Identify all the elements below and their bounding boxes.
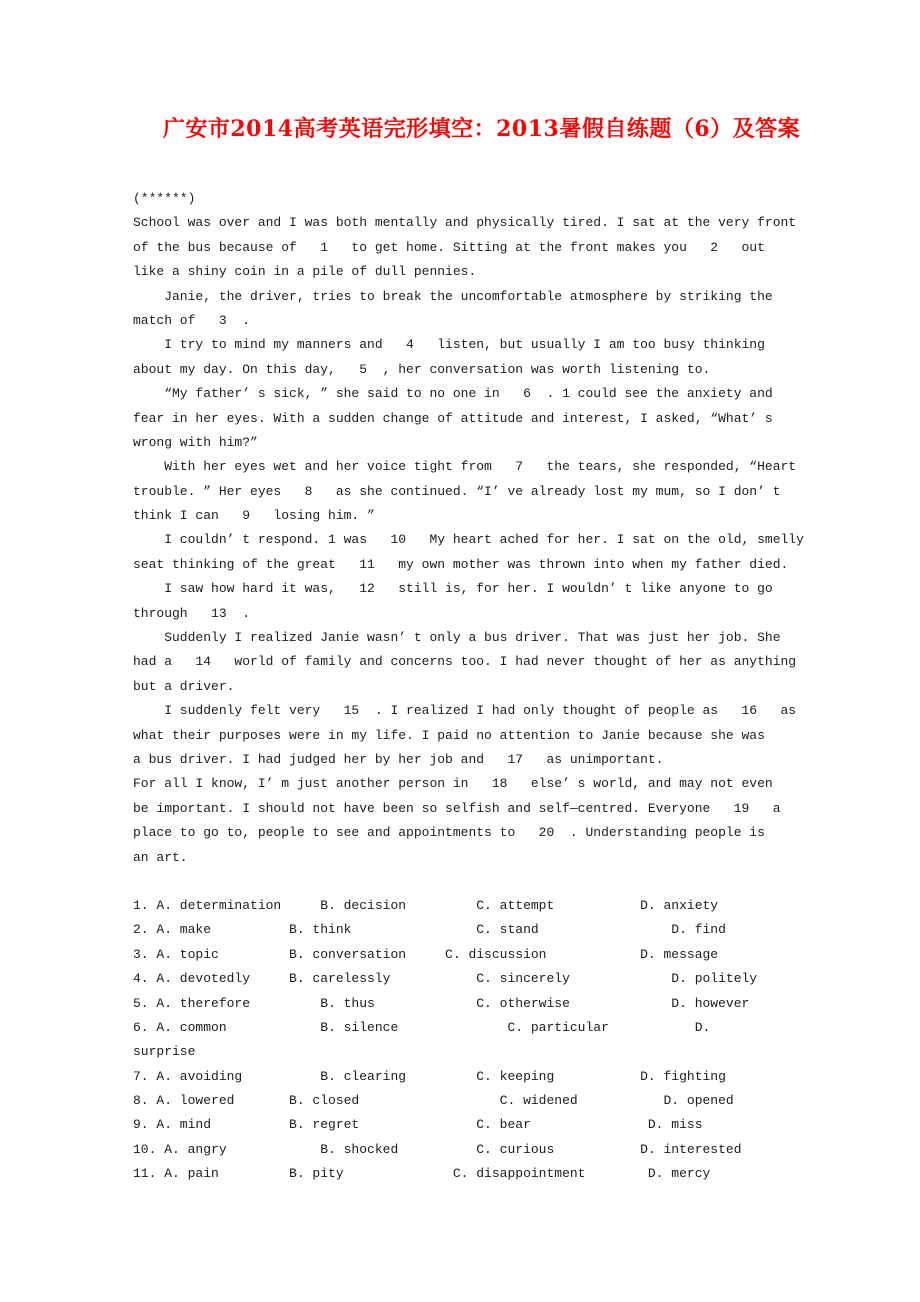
passage-line: With her eyes wet and her voice tight from 7 the tears, she responded, “Heart — [133, 459, 797, 475]
passage-line: through 13 . — [133, 605, 251, 621]
passage-line: Janie, the driver, tries to break the uncomfortable atmosphere by striking the — [133, 288, 773, 304]
passage-line: had a 14 world of family and concerns too. I had never thought of her as anything — [133, 654, 797, 670]
passage-line: be important. I should not have been so selfish and self—centred. Everyone 19 a — [133, 800, 781, 816]
passage-line: I saw how hard it was, 12 still is, for her. I wouldn’ t like anyone to go — [133, 581, 773, 597]
passage-line: of the bus because of 1 to get home. Sitting at the front makes you 2 out — [133, 239, 765, 255]
passage-line: wrong with him?” — [133, 434, 258, 450]
passage-line: For all I know, I’ m just another person in 18 else’ s world, and may not even — [133, 776, 773, 792]
option-line: 9. A. mind B. regret C. bear D. miss — [133, 1117, 703, 1133]
passage-line: but a driver. — [133, 678, 235, 694]
passage-line: fear in her eyes. With a sudden change of attitude and interest, I asked, “What’ s — [133, 410, 773, 426]
options-list — [133, 894, 830, 1187]
option-line: 7. A. avoiding B. clearing C. keeping D. fighting — [133, 1068, 726, 1084]
passage-line: I suddenly felt very 15 . I realized I had only thought of people as 16 as — [133, 703, 797, 719]
passage-line: I couldn’ t respond. 1 was 10 My heart ached for her. I sat on the old, smelly — [133, 532, 804, 548]
option-line: 2. A. make B. think C. stand D. find — [133, 922, 726, 938]
passage-line: a bus driver. I had judged her by her job and 17 as unimportant. — [133, 751, 664, 767]
option-line: 5. A. therefore B. thus C. otherwise D. however — [133, 995, 750, 1011]
option-line: 8. A. lowered B. closed C. widened D. opened — [133, 1093, 734, 1109]
passage-line: “My father’ s sick, ” she said to no one in 6 . 1 could see the anxiety and — [133, 386, 773, 402]
option-line: surprise — [133, 1044, 196, 1060]
document-title: 广安市2014高考英语完形填空：2013暑假自练题（6）及答案 — [162, 116, 801, 142]
passage-line: think I can 9 losing him. ” — [133, 508, 375, 524]
option-line: 1. A. determination B. decision C. attempt D. anxiety — [133, 897, 719, 913]
passage-line: School was over and I was both mentally and physically tired. I sat at the very front — [133, 215, 797, 231]
passage-line: I try to mind my manners and 4 listen, but usually I am too busy thinking — [133, 337, 765, 353]
passage-line: (******) — [133, 191, 196, 206]
passage-text — [133, 187, 830, 870]
passage-line: place to go to, people to see and appointments to 20 . Understanding people is — [133, 825, 765, 841]
passage-line: like a shiny coin in a pile of dull pennies. — [133, 264, 477, 280]
option-line: 10. A. angry B. shocked C. curious D. interested — [133, 1141, 742, 1157]
option-line: 3. A. topic B. conversation C. discussion D. message — [133, 946, 719, 962]
passage-line: match of 3 . — [133, 312, 251, 328]
passage-line: seat thinking of the great 11 my own mother was thrown into when my father died. — [133, 556, 789, 572]
option-line: 4. A. devotedly B. carelessly C. sincerely D. politely — [133, 971, 758, 987]
option-line: 11. A. pain B. pity C. disappointment D. mercy — [133, 1166, 711, 1182]
passage-line: Suddenly I realized Janie wasn’ t only a bus driver. That was just her job. She — [133, 630, 781, 646]
option-line: 6. A. common B. silence C. particular D. — [133, 1019, 711, 1035]
passage-line: trouble. ” Her eyes 8 as she continued. “I’ ve already lost my mum, so I don’ t — [133, 483, 781, 499]
passage-line: about my day. On this day, 5 , her conversation was worth listening to. — [133, 361, 711, 377]
passage-line: an art. — [133, 849, 188, 865]
passage-line: what their purposes were in my life. I paid no attention to Janie because she was — [133, 727, 765, 743]
